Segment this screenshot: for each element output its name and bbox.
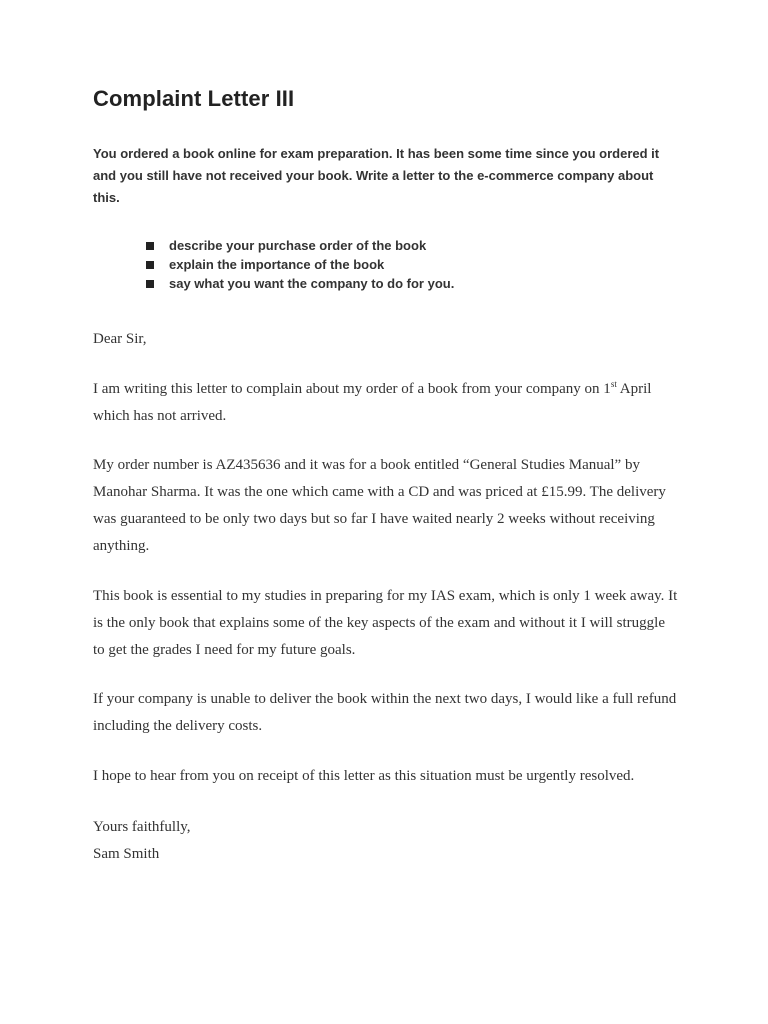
letter-closing: Yours faithfully,: [93, 819, 191, 835]
task-item-text: describe your purchase order of the book: [169, 238, 427, 253]
list-item: [93, 236, 454, 255]
list-item: [93, 274, 454, 293]
task-prompt: You ordered a book online for exam preparation. It has been some time since you ordered it and you still have not received your book. Write a letter to the e-commerce company about this.: [93, 146, 660, 205]
letter-paragraph-1: [93, 376, 678, 430]
letter-salutation: Dear Sir,: [93, 331, 147, 347]
page-title: Complaint Letter III: [93, 86, 295, 111]
square-bullet-icon: [146, 280, 154, 288]
letter-paragraph-2: My order number is AZ435636 and it was for a book entitled “General Studies Manual” by Manohar Sharma. It was the one which came with a CD and was priced at £15.99. The delivery was guaranteed to be only two days but so far I have waited nearly 2 weeks without receiving anything.: [93, 457, 666, 554]
letter-paragraph-3: This book is essential to my studies in preparing for my IAS exam, which is only 1 week away. It is the only book that explains some of the key aspects of the exam and without it I will struggle to get the grades I need for my future goals.: [93, 588, 678, 658]
letter-signature: Sam Smith: [93, 846, 160, 862]
paragraph-text: I am writing this letter to complain about my order of a book from your company on 1: [93, 381, 611, 397]
square-bullet-icon: [146, 261, 154, 269]
square-bullet-icon: [146, 242, 154, 250]
letter-paragraph-5: I hope to hear from you on receipt of this letter as this situation must be urgently resolved.: [93, 768, 635, 784]
task-list: [93, 236, 454, 293]
ordinal-suffix: st: [610, 379, 617, 389]
list-item: [93, 255, 454, 274]
task-item-text: explain the importance of the book: [169, 257, 385, 272]
letter-paragraph-4: If your company is unable to deliver the book within the next two days, I would like a full refund including the delivery costs.: [93, 691, 677, 734]
task-item-text: say what you want the company to do for you.: [169, 276, 455, 291]
paragraph-text: April which has not arrived.: [93, 381, 652, 424]
